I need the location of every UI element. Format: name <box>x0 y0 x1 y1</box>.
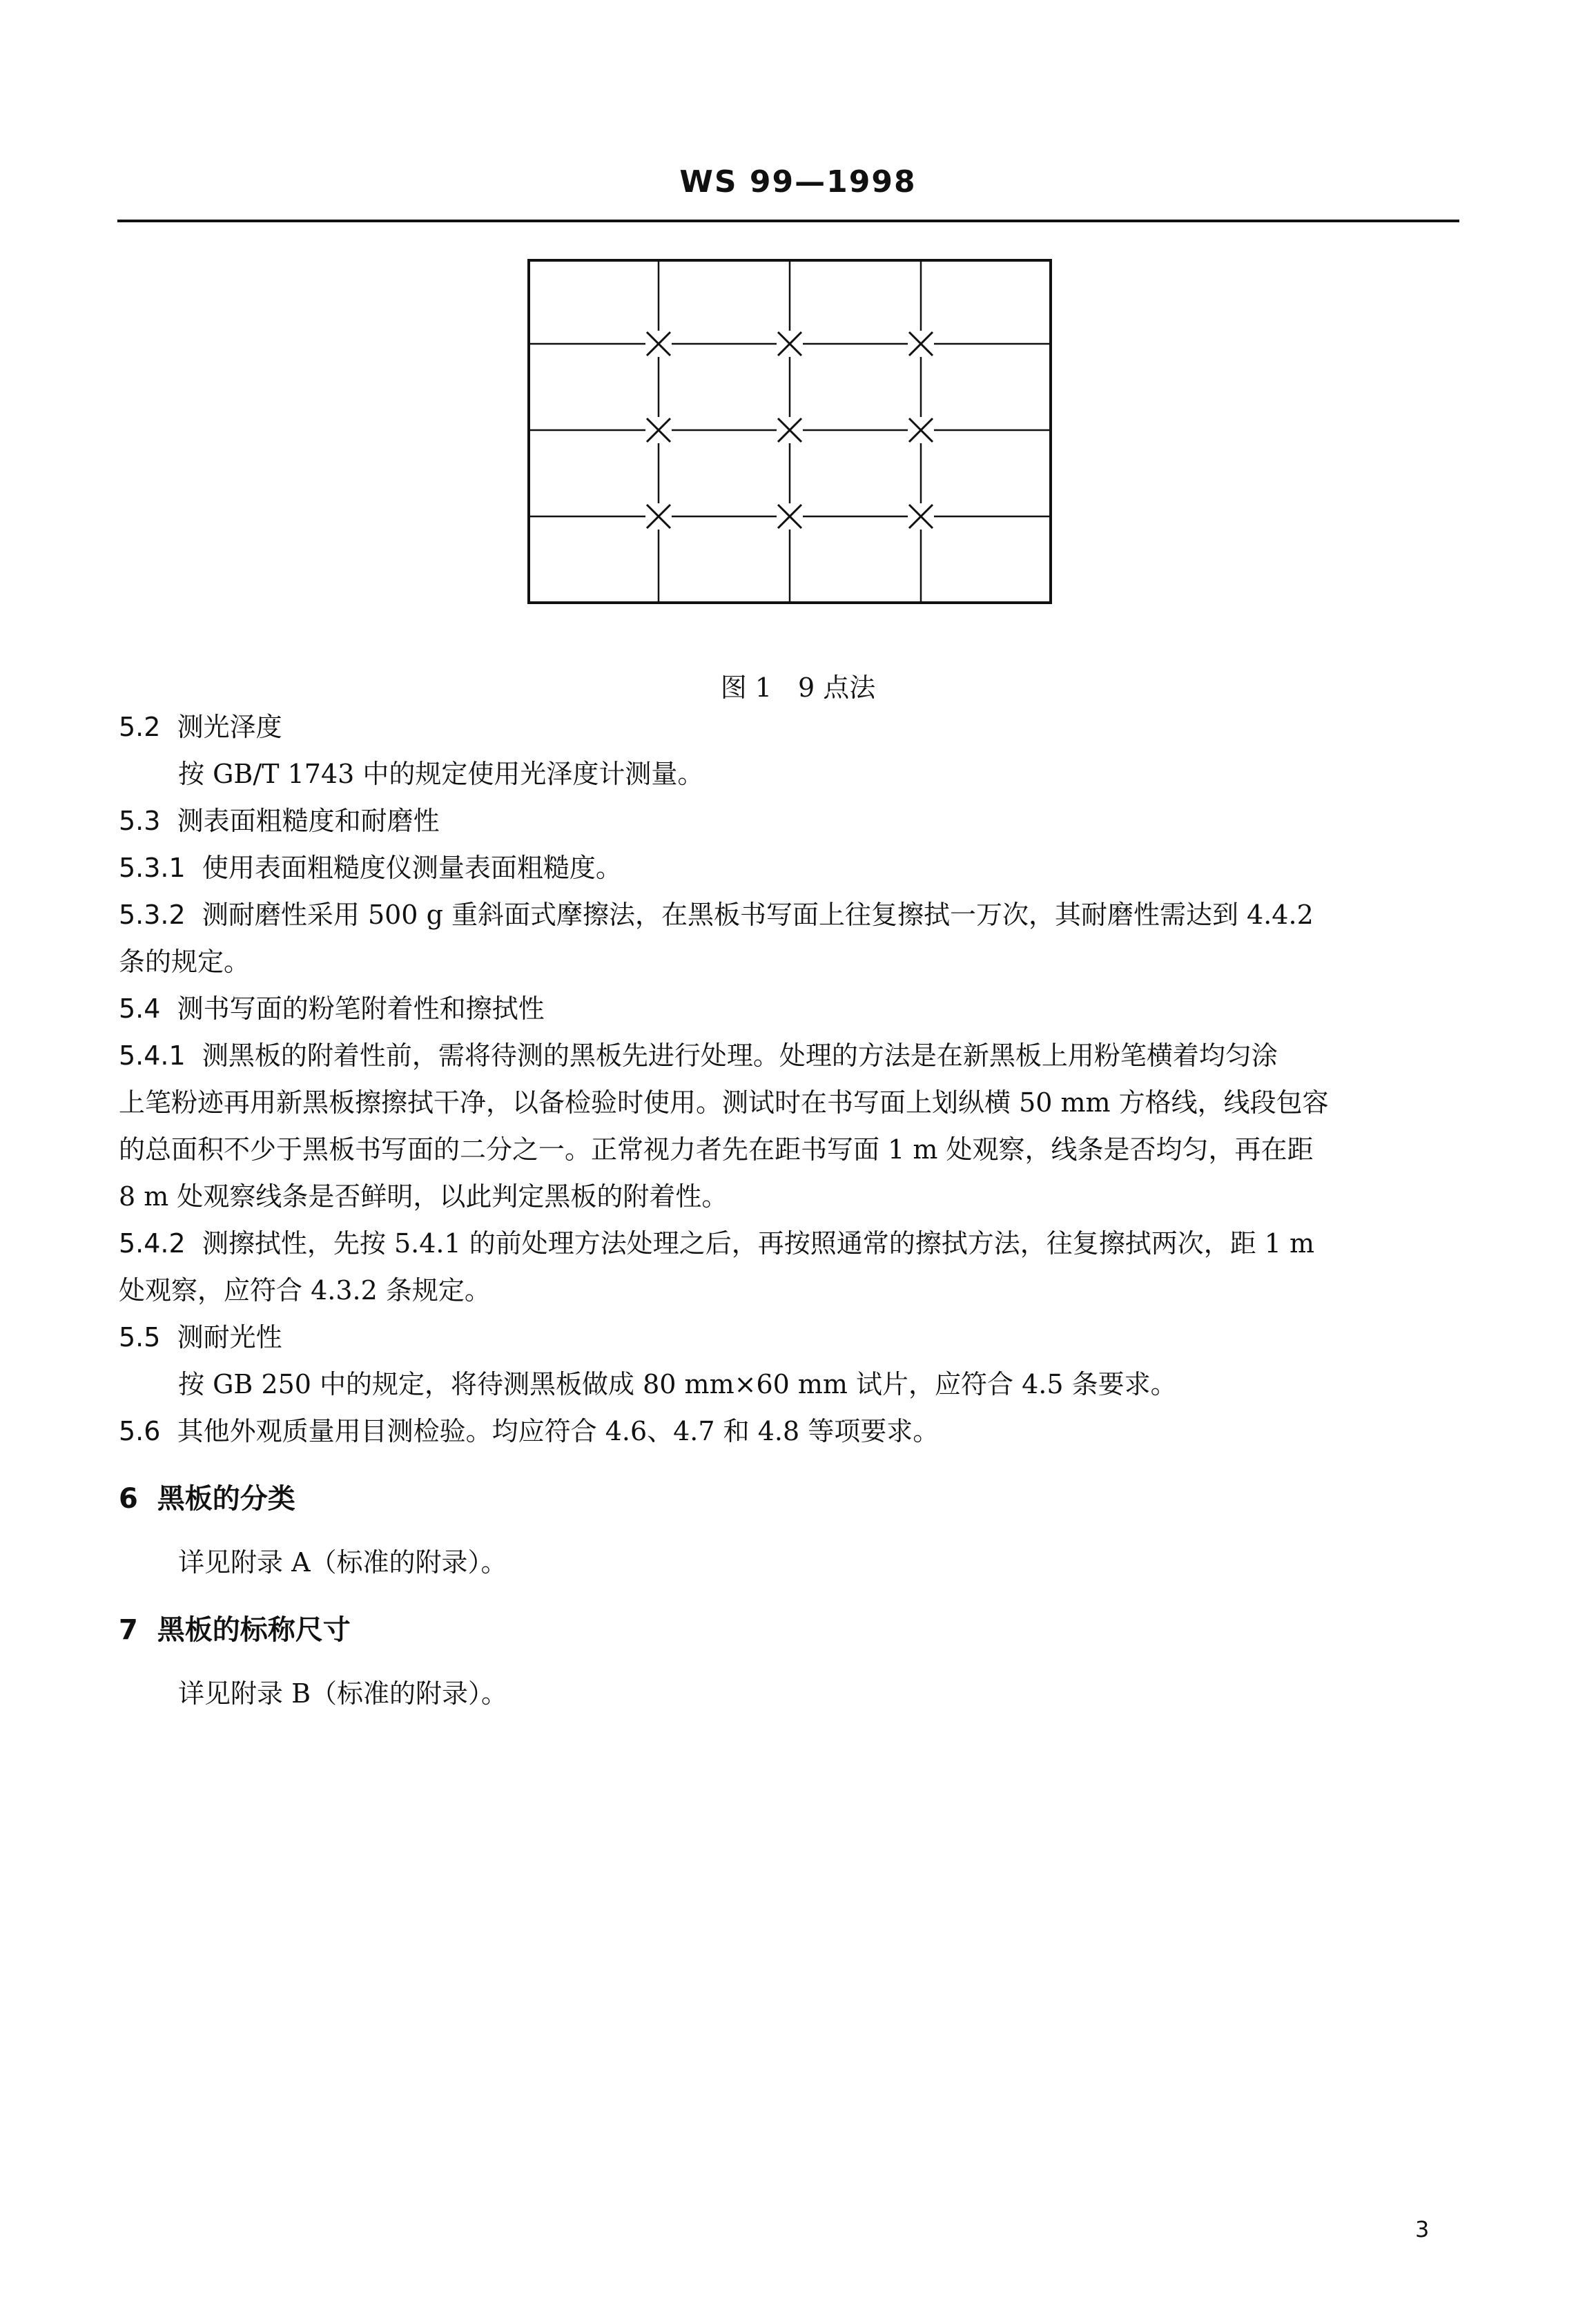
chapter-number: 7 <box>119 1614 138 1646</box>
header-rule <box>117 220 1459 222</box>
measurement-point <box>647 505 670 528</box>
measurement-point <box>909 418 933 442</box>
section-5-6 <box>119 1415 939 1447</box>
measurement-point <box>778 505 801 528</box>
section-title: 测表面粗糙度和耐磨性 <box>177 806 440 836</box>
section-5-4-2 <box>119 1228 1314 1259</box>
paragraph-line: 详见附录 B（标准的附录）。 <box>178 1678 508 1709</box>
page-number: 3 <box>1415 2216 1430 2242</box>
section-number: 5.2 <box>119 712 161 742</box>
section-number: 5.3.2 <box>119 900 186 930</box>
section-title: 测光泽度 <box>177 712 282 742</box>
section-number: 5.3.1 <box>119 853 186 883</box>
section-number: 5.5 <box>119 1322 161 1352</box>
paragraph-line: 的总面积不少于黑板书写面的二分之一。正常视力者先在距书写面 1 m 处观察，线条是否均匀，再在距 <box>119 1134 1314 1165</box>
chapter-title: 黑板的标称尺寸 <box>157 1614 351 1646</box>
chapter-title: 黑板的分类 <box>157 1483 295 1515</box>
paragraph-line: 处观察，应符合 4.3.2 条规定。 <box>119 1275 491 1306</box>
paragraph-line: 条的规定。 <box>119 947 251 977</box>
section-5-4-heading <box>119 993 545 1025</box>
section-5-4-1 <box>119 1040 1278 1071</box>
measurement-point <box>778 332 801 356</box>
paragraph-line: 8 m 处观察线条是否鲜明，以此判定黑板的附着性。 <box>119 1181 728 1212</box>
paragraph-line: 详见附录 A（标准的附录）。 <box>178 1547 507 1578</box>
section-number: 5.4.1 <box>119 1040 186 1071</box>
section-title: 测耐光性 <box>177 1322 282 1352</box>
section-5-3-2 <box>119 899 1314 931</box>
measurement-point <box>647 332 670 356</box>
section-5-3-heading <box>119 805 440 837</box>
section-text: 测黑板的附着性前，需将待测的黑板先进行处理。处理的方法是在新黑板上用粉笔横着均匀涂 <box>202 1040 1278 1071</box>
section-number: 5.4.2 <box>119 1228 186 1259</box>
document-header: WS 99—1998 <box>679 164 917 200</box>
chapter-7-heading <box>119 1614 351 1646</box>
measurement-point <box>909 505 933 528</box>
measurement-point <box>909 332 933 356</box>
section-number: 5.3 <box>119 806 161 836</box>
section-title: 测书写面的粉笔附着性和擦拭性 <box>177 993 545 1024</box>
section-number: 5.4 <box>119 993 161 1024</box>
section-5-5-heading <box>119 1321 282 1353</box>
chapter-6-heading <box>119 1483 295 1515</box>
section-5-2-heading <box>119 711 282 743</box>
section-text: 测耐磨性采用 500 g 重斜面式摩擦法，在黑板书写面上往复擦拭一万次，其耐磨性需达到 4.4.2 <box>202 900 1314 930</box>
section-number: 5.6 <box>119 1416 161 1446</box>
chapter-number: 6 <box>119 1483 138 1515</box>
paragraph-line: 按 GB/T 1743 中的规定使用光泽度计测量。 <box>178 759 704 789</box>
paragraph-line: 按 GB 250 中的规定，将待测黑板做成 80 mm×60 mm 试片，应符合 4.5 条要求。 <box>178 1369 1177 1399</box>
measurement-point <box>647 418 670 442</box>
paragraph-line: 上笔粉迹再用新黑板擦擦拭干净，以备检验时使用。测试时在书写面上划纵横 50 mm 方格线，线段包容 <box>119 1087 1329 1118</box>
figure-caption: 图 1 9 点法 <box>720 672 876 703</box>
measurement-point <box>778 418 801 442</box>
section-text: 其他外观质量用目测检验。均应符合 4.6、4.7 和 4.8 等项要求。 <box>177 1416 940 1446</box>
nine-point-diagram <box>527 259 1052 604</box>
section-5-3-1 <box>119 852 622 884</box>
section-text: 使用表面粗糙度仪测量表面粗糙度。 <box>202 853 622 883</box>
section-text: 测擦拭性，先按 5.4.1 的前处理方法处理之后，再按照通常的擦拭方法，往复擦拭两次，距 1 m <box>202 1228 1315 1259</box>
